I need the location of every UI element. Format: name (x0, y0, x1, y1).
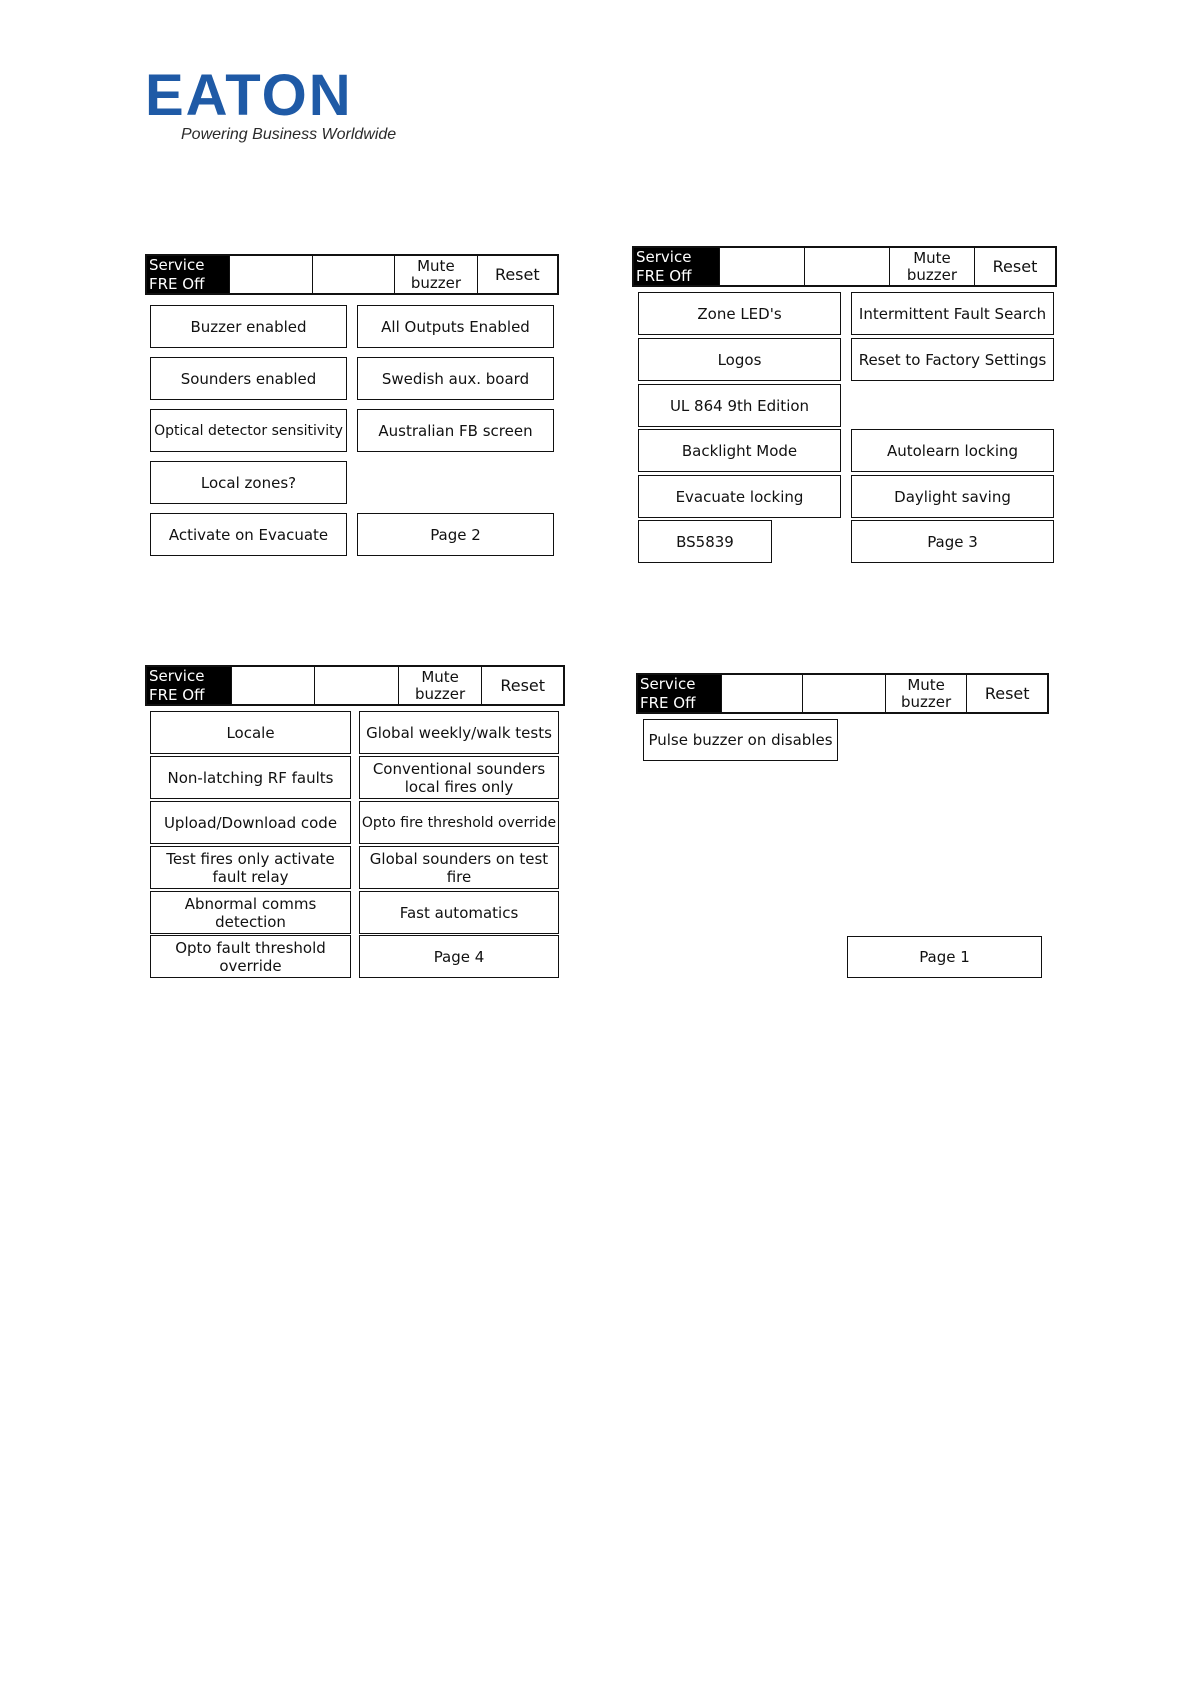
service-label: Service (149, 255, 205, 274)
global-weekly-walk-tests-button[interactable]: Global weekly/walk tests (359, 711, 559, 754)
test-fires-line2: fault relay (212, 867, 289, 886)
service-label: Service (149, 666, 205, 685)
abnormal-comms-line2: detection (215, 912, 286, 931)
fast-automatics-button[interactable]: Fast automatics (359, 891, 559, 934)
header-blank-cell (719, 248, 804, 285)
status-indicator (638, 675, 721, 712)
global-sounders-on-test-fire-button[interactable] (359, 846, 559, 889)
reset-label: Reset (992, 257, 1038, 276)
conventional-sounders-button[interactable] (359, 756, 559, 799)
service-label: Service (640, 674, 696, 693)
fre-label: FRE Off (149, 685, 205, 704)
mute-label: Mute (421, 667, 459, 686)
eaton-logo (145, 63, 397, 148)
optical-detector-sensitivity-button[interactable]: Optical detector sensitivity (150, 409, 347, 452)
mute-label: Mute (913, 248, 951, 267)
mute-label: Mute (907, 675, 945, 694)
mute-label: Mute (417, 256, 455, 275)
reset-label: Reset (494, 265, 540, 284)
daylight-saving-button[interactable]: Daylight saving (851, 475, 1054, 518)
page-2-button[interactable]: Page 2 (357, 513, 554, 556)
page-1-button[interactable]: Page 1 (847, 936, 1042, 978)
fre-label: FRE Off (149, 274, 205, 293)
intermittent-fault-search-button[interactable]: Intermittent Fault Search (851, 292, 1054, 335)
buzzer-label: buzzer (906, 265, 958, 284)
evacuate-locking-button[interactable]: Evacuate locking (638, 475, 841, 518)
test-fires-line1: Test fires only activate (166, 849, 335, 868)
mute-buzzer-button[interactable] (885, 675, 967, 712)
ul-864-9th-edition-button[interactable]: UL 864 9th Edition (638, 384, 841, 427)
bs5839-button[interactable]: BS5839 (638, 520, 772, 563)
page-3-button[interactable]: Page 3 (851, 520, 1054, 563)
status-indicator (147, 256, 229, 293)
swedish-aux-board-button[interactable]: Swedish aux. board (357, 357, 554, 400)
fre-label: FRE Off (636, 266, 692, 285)
upload-download-code-button[interactable]: Upload/Download code (150, 801, 351, 844)
header-blank-cell (229, 256, 311, 293)
opto-fault-line2: override (219, 956, 282, 975)
zone-leds-button[interactable]: Zone LED's (638, 292, 841, 335)
buzzer-label: buzzer (901, 692, 952, 711)
reset-to-factory-settings-button[interactable]: Reset to Factory Settings (851, 338, 1054, 381)
mute-buzzer-button[interactable] (398, 667, 482, 704)
mute-buzzer-button[interactable] (889, 248, 974, 285)
buzzer-enabled-button[interactable]: Buzzer enabled (150, 305, 347, 348)
global-sounders-line1: Global sounders on test (369, 849, 549, 868)
header-blank-cell (721, 675, 803, 712)
non-latching-rf-faults-button[interactable]: Non-latching RF faults (150, 756, 351, 799)
opto-fire-threshold-override-button[interactable]: Opto fire threshold override (359, 801, 559, 844)
fre-label: FRE Off (640, 693, 696, 712)
conventional-sounders-line1: Conventional sounders (372, 759, 546, 778)
reset-button[interactable] (974, 248, 1055, 285)
reset-button[interactable] (966, 675, 1047, 712)
australian-fb-screen-button[interactable]: Australian FB screen (357, 409, 554, 452)
opto-fault-threshold-override-button[interactable] (150, 935, 351, 978)
header-blank-cell (804, 248, 889, 285)
conventional-sounders-line2: local fires only (404, 777, 514, 796)
activate-on-evacuate-button[interactable]: Activate on Evacuate (150, 513, 347, 556)
test-fires-only-activate-button[interactable] (150, 846, 351, 889)
status-indicator (147, 667, 231, 704)
screen1-header-bar (145, 254, 559, 295)
screen3-header-bar (145, 665, 565, 706)
logos-button[interactable]: Logos (638, 338, 841, 381)
global-sounders-line2: fire (446, 867, 472, 886)
header-blank-cell (802, 675, 885, 712)
reset-button[interactable] (481, 667, 563, 704)
page-4-button[interactable]: Page 4 (359, 935, 559, 978)
logo-tagline: Powering Business Worldwide (181, 126, 397, 143)
backlight-mode-button[interactable]: Backlight Mode (638, 429, 841, 472)
status-indicator (634, 248, 719, 285)
logo-wordmark: EATON (145, 63, 353, 128)
local-zones-button[interactable]: Local zones? (150, 461, 347, 504)
all-outputs-enabled-button[interactable]: All Outputs Enabled (357, 305, 554, 348)
reset-label: Reset (500, 676, 546, 695)
opto-fault-line1: Opto fault threshold (175, 938, 326, 957)
buzzer-label: buzzer (410, 273, 461, 292)
autolearn-locking-button[interactable]: Autolearn locking (851, 429, 1054, 472)
abnormal-comms-line1: Abnormal comms (184, 894, 317, 913)
mute-buzzer-button[interactable] (394, 256, 476, 293)
reset-label: Reset (984, 684, 1030, 703)
pulse-buzzer-on-disables-button[interactable]: Pulse buzzer on disables (643, 719, 838, 761)
header-blank-cell (231, 667, 315, 704)
screen2-header-bar (632, 246, 1057, 287)
buzzer-label: buzzer (415, 684, 466, 703)
service-label: Service (636, 247, 692, 266)
reset-button[interactable] (477, 256, 557, 293)
header-blank-cell (314, 667, 398, 704)
header-blank-cell (312, 256, 394, 293)
sounders-enabled-button[interactable]: Sounders enabled (150, 357, 347, 400)
locale-button[interactable]: Locale (150, 711, 351, 754)
screen4-header-bar (636, 673, 1049, 714)
abnormal-comms-detection-button[interactable] (150, 891, 351, 934)
